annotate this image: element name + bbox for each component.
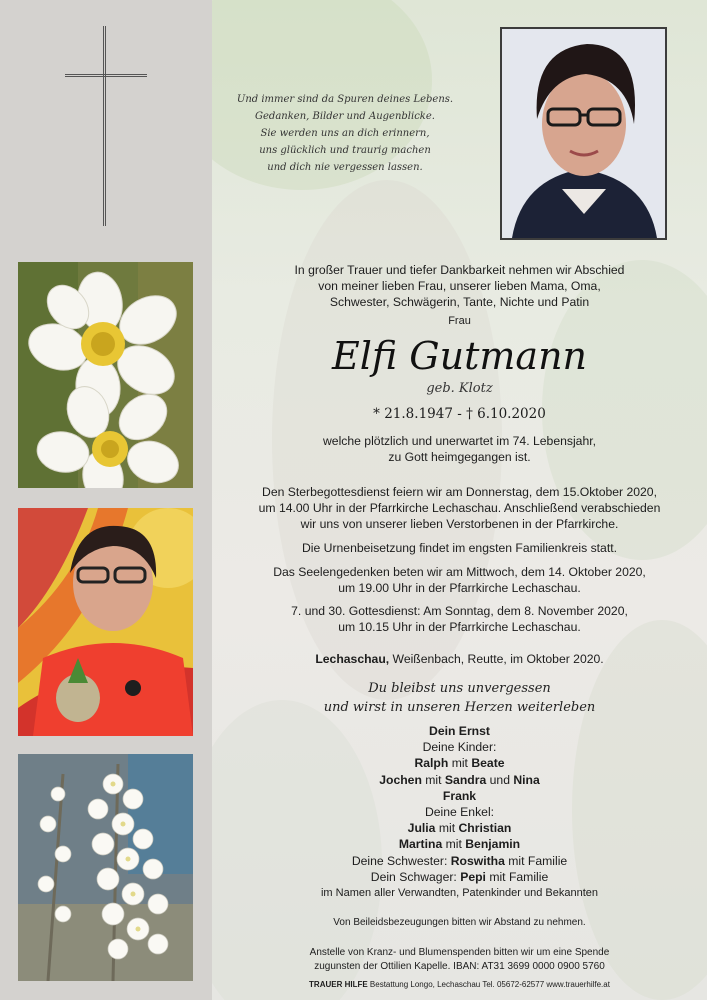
cross-icon: [103, 26, 106, 226]
poem: [225, 91, 465, 176]
closing-verse: [222, 679, 697, 717]
condolence-note: Von Beileidsbezeugungen bitten wir Abstand zu nehmen.: [333, 917, 586, 928]
poem-line: Gedanken, Bilder und Augenblicke.: [255, 111, 435, 122]
poem-line: Sie werden uns an dich erinnern,: [260, 128, 430, 139]
death-text: [222, 433, 697, 465]
grand-connector: mit: [435, 821, 459, 836]
kid-name: Ralph: [414, 756, 449, 771]
deceased-name: Elfi Gutmann: [331, 334, 588, 378]
place-bold: Lechaschau,: [315, 652, 390, 666]
service-line: wir uns von unserer lieben Verstorbenen in der Pfarrkirche.: [300, 517, 619, 531]
grand-partner: Benjamin: [465, 837, 521, 852]
death-line: welche plötzlich und unerwartet im 74. Lebensjahr,: [322, 434, 597, 448]
service-paragraph: [222, 484, 697, 532]
white-flowers-photo: [18, 262, 193, 488]
intro-line: Schwester, Schwägerin, Tante, Nichte und Patin: [329, 295, 590, 309]
mass-paragraph: [222, 603, 697, 635]
kids-label: Deine Kinder:: [422, 740, 497, 755]
relatives-line: im Namen aller Verwandten, Patenkinder und Bekannten: [320, 887, 598, 900]
kid-partner: Sandra: [444, 772, 487, 787]
grandchild-name: Nina: [513, 772, 540, 787]
kid-name: Frank: [442, 788, 477, 803]
closing-line: Du bleibst uns unvergessen: [368, 681, 551, 696]
husband: Dein Ernst: [429, 724, 490, 738]
kid-row: [222, 772, 697, 788]
footer: [222, 979, 697, 990]
grand-row: [222, 820, 697, 836]
poem-line: und dich nie vergessen lassen.: [267, 162, 423, 173]
brother-name: Pepi: [460, 869, 486, 884]
kid-row: [222, 755, 697, 771]
intro-text: [222, 262, 697, 329]
sister-row: [222, 853, 697, 869]
sister-label: Deine Schwester:: [351, 853, 451, 868]
place-date: [222, 651, 697, 667]
memorial-line: Das Seelengedenken beten wir am Mittwoch, dem 14. Oktober 2020,: [273, 565, 646, 579]
grand-partner: Christian: [458, 821, 512, 836]
white-flower-stalk-photo: [18, 754, 193, 981]
place-rest: Weißenbach, Reutte, im Oktober 2020.: [389, 652, 604, 666]
service-line: Den Sterbegottesdienst feiern wir am Donnerstag, dem 15.Oktober 2020,: [262, 485, 657, 499]
deceased-portrait: [500, 27, 667, 240]
poem-line: uns glücklich und traurig machen: [259, 145, 431, 156]
mass-line: 7. und 30. Gottesdienst: Am Sonntag, dem 8. November 2020,: [291, 604, 628, 618]
kid-connector: mit: [448, 756, 472, 771]
closing-line: und wirst in unseren Herzen weiterleben: [323, 700, 596, 715]
kid-connector: mit: [421, 772, 445, 787]
woman-photo-colorful: [18, 508, 193, 736]
sister-rest: mit Familie: [504, 853, 568, 868]
memorial-paragraph: [222, 564, 697, 596]
kid-connector: und: [486, 772, 514, 787]
mass-line: um 10.15 Uhr in der Pfarrkirche Lechaschau.: [338, 620, 581, 634]
sidebar: [0, 0, 212, 1000]
grand-name: Julia: [407, 821, 436, 836]
family-list: [222, 723, 697, 901]
donation-line: Anstelle von Kranz- und Blumenspenden bitten wir um eine Spende: [309, 947, 610, 958]
life-dates: * 21.8.1947 - † 6.10.2020: [373, 406, 546, 422]
brother-rest: mit Familie: [485, 869, 549, 884]
cross-icon-bar: [65, 74, 147, 77]
grand-connector: mit: [442, 837, 466, 852]
kid-name: Jochen: [379, 772, 422, 787]
brother-label: Dein Schwager:: [370, 869, 461, 884]
sister-name: Roswitha: [450, 853, 505, 868]
service-line: um 14.00 Uhr in der Pfarrkirche Lechaschau. Anschließend verabschieden: [258, 501, 661, 515]
donation-note: [222, 946, 697, 974]
intro-line: von meiner lieben Frau, unserer lieben Mama, Oma,: [318, 279, 601, 293]
salutation: Frau: [448, 315, 471, 327]
memorial-line: um 19.00 Uhr in der Pfarrkirche Lechaschau.: [338, 581, 581, 595]
intro-line: In großer Trauer und tiefer Dankbarkeit nehmen wir Abschied: [294, 263, 625, 277]
poem-line: Und immer sind da Spuren deines Lebens.: [236, 94, 454, 105]
maiden-name: geb. Klotz: [426, 381, 493, 396]
donation-line: zugunsten der Ottilien Kapelle. IBAN: AT31 3699 0000 0900 5760: [314, 961, 605, 972]
brother-row: [222, 869, 697, 885]
kid-partner: Beate: [471, 756, 505, 771]
footer-contact: Bestattung Longo, Lechaschau Tel. 05672-62577 www.trauerhilfe.at: [367, 980, 610, 989]
death-line: zu Gott heimgegangen ist.: [388, 450, 531, 464]
grand-row: [222, 836, 697, 852]
urn-paragraph: Die Urnenbeisetzung findet im engsten Familienkreis statt.: [302, 541, 617, 555]
grand-label: Deine Enkel:: [424, 805, 495, 820]
footer-brand: TRAUER HILFE: [309, 980, 368, 989]
grand-name: Martina: [398, 837, 443, 852]
